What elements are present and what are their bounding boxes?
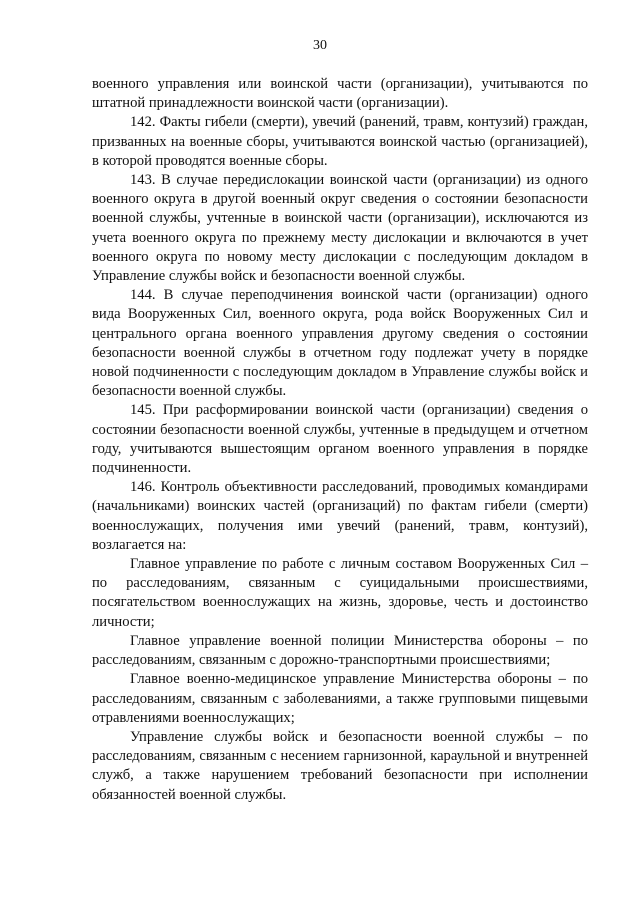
paragraph-142: 142. Факты гибели (смерти), увечий (ранений, травм, контузий) граждан, призванных на военные сборы, учитываются воинской частью (организацией), в которой проводятся военные сборы. <box>92 114 588 169</box>
paragraph-146-military-police: Главное управление военной полиции Министерства обороны – по расследованиям, связанным с дорожно-транспортными происшествиями; <box>92 632 588 669</box>
paragraph-145: 145. При расформировании воинской части (организации) сведения о состоянии безопасности военной службы, учтенные в предыдущем и отчетном году, учитываются вышестоящим органом военного управления в порядке подчиненности. <box>92 402 588 477</box>
paragraph-146-personnel-directorate: Главное управление по работе с личным составом Вооруженных Сил – по расследованиям, связанным с суицидальными происшествиями, посягательством военнослужащих на жизнь, здоровье, честь и достоинство личности; <box>92 556 588 630</box>
page-number: 30 <box>313 38 327 53</box>
document-body <box>92 75 588 805</box>
paragraph-continuation: военного управления или воинской части (организации), учитываются по штатной принадлежности воинской части (организации). <box>92 76 588 112</box>
paragraph-146-troop-service-directorate: Управление службы войск и безопасности военной службы – по расследованиям, связанным с несением гарнизонной, караульной и внутренней служб, а также нарушением требований безопасности при исполнении обязанностей военной службы. <box>92 728 588 803</box>
paragraph-143: 143. В случае передислокации воинской части (организации) из одного военного округа в другой военный округ сведения о состоянии безопасности военной службы, учтенные в воинской части (организации), исключаются из учета военного округа по прежнему месту дислокации и включаются в учет военного округа по новому месту дислокации с последующим докладом в Управление службы войск и безопасности военной службы. <box>92 172 588 285</box>
paragraph-146-medical-directorate: Главное военно-медицинское управление Министерства обороны – по расследованиям, связанным с заболеваниями, а также групповыми пищевыми отравлениями военнослужащих; <box>92 671 588 726</box>
paragraph-144: 144. В случае переподчинения воинской части (организации) одного вида Вооруженных Сил, военного округа, рода войск Вооруженных Сил и центрального органа военного управления другому сведения о состоянии безопасности военной службы в отчетном году подлежат учету в порядке новой подчиненности с последующим докладом в Управление службы войск и безопасности военной службы. <box>92 287 588 400</box>
paragraph-146: 146. Контроль объективности расследований, проводимых командирами (начальниками) воинских частей (организаций) по фактам гибели (смерти) военнослужащих, получения ими увечий (ранений, травм, контузий), возлагается на: <box>92 479 588 553</box>
